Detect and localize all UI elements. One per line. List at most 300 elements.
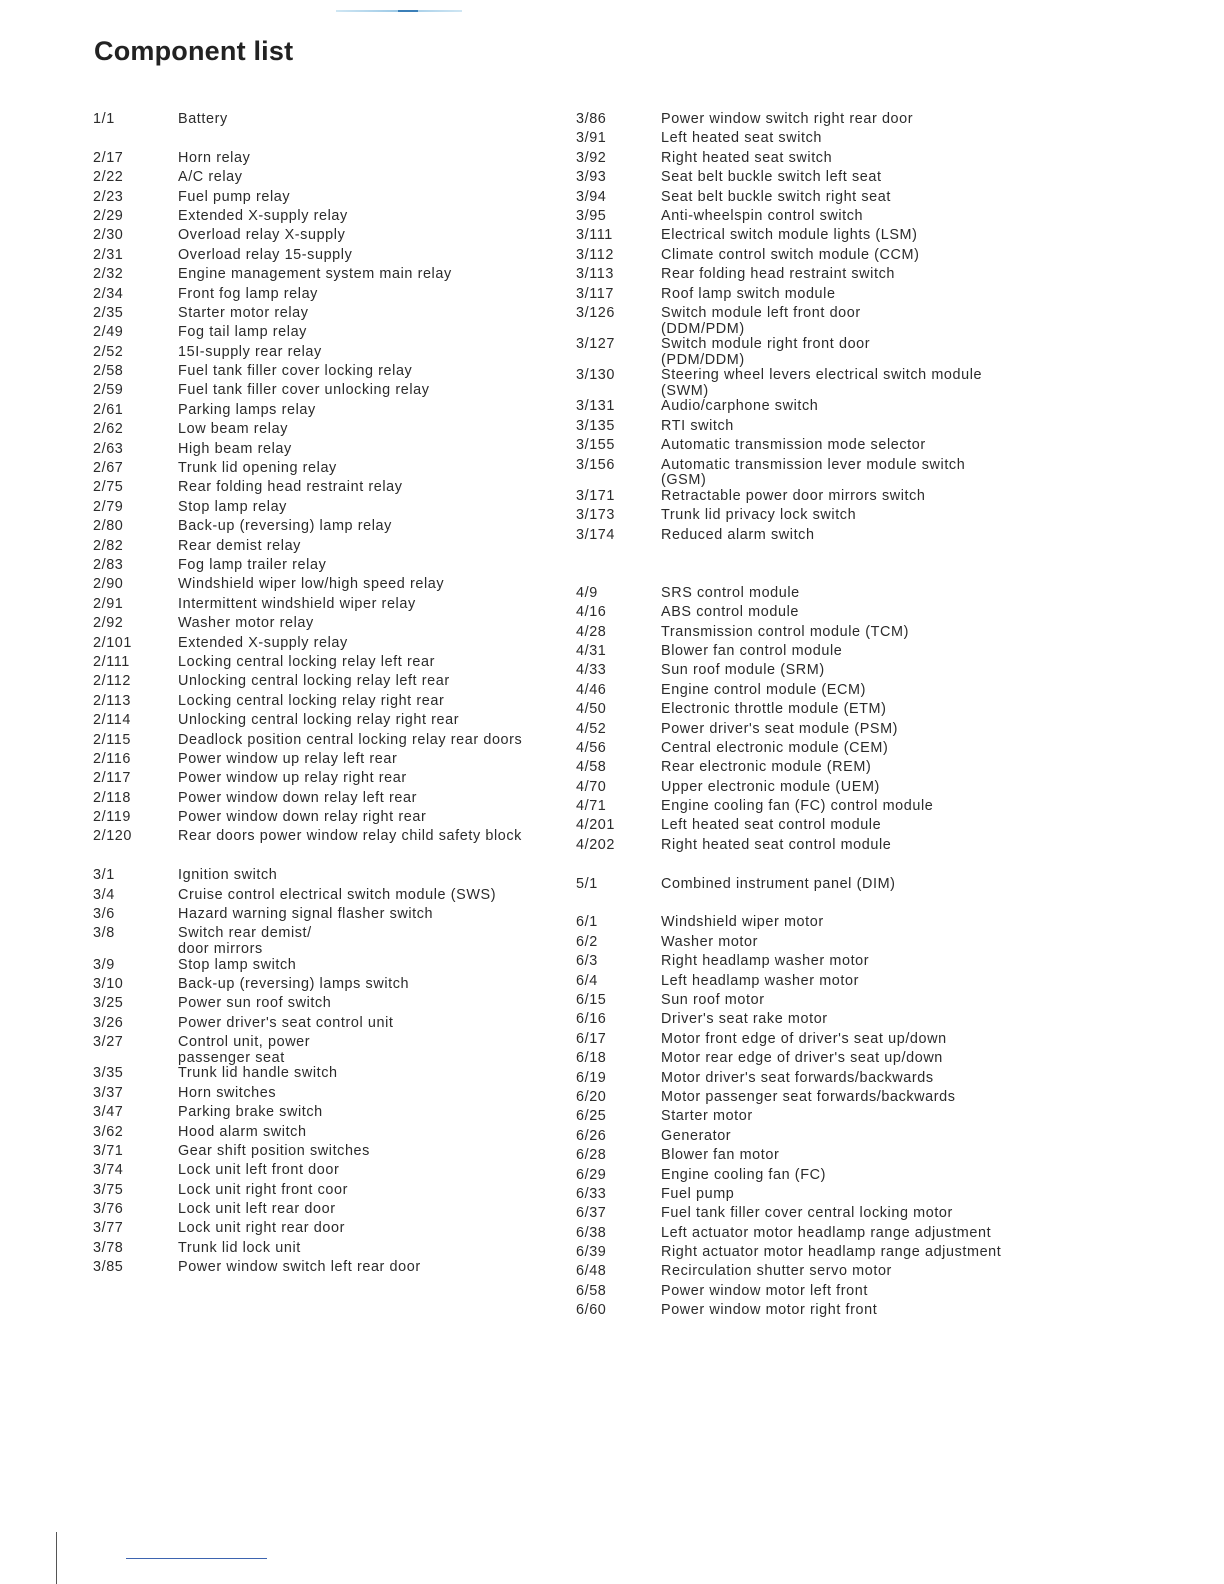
component-name [178,655,553,671]
component-name-line: Audio/carphone switch [661,398,819,415]
section-spacer [93,849,553,868]
component-row [93,810,553,829]
component-name-line: Right headlamp washer motor [661,953,870,970]
component-row [576,1071,1046,1090]
component-name [178,771,553,787]
component-name-line: A/C relay [178,169,243,186]
component-code: 3/155 [576,437,616,454]
component-name-line: Electronic throttle module (ETM) [661,701,887,718]
component-code: 2/30 [93,227,124,244]
component-row [93,442,553,461]
component-name-line: Sun roof motor [661,992,765,1008]
component-code: 2/112 [93,673,131,690]
component-name [178,977,553,993]
component-name [661,419,1046,435]
component-code: 6/20 [576,1088,607,1105]
component-code: 2/34 [93,285,124,302]
component-code: 2/91 [93,595,124,612]
component-name [661,190,1046,206]
component-name-line: 15I-supply rear relay [178,343,322,360]
component-name [178,733,553,749]
component-row [576,1148,1046,1167]
component-name-line: Lock unit left front door [178,1162,340,1179]
component-code: 2/80 [93,518,124,535]
component-row [93,1144,553,1163]
component-row [576,267,1046,286]
component-name [178,810,553,826]
component-row [93,1035,553,1066]
component-name [178,267,553,283]
component-name-line: Fuel pump [661,1185,735,1202]
component-name [178,170,553,186]
component-name [661,112,1046,128]
component-name-line: Recirculation shutter servo motor [661,1263,892,1280]
component-code: 2/116 [93,750,131,767]
component-row [576,337,1046,368]
component-code: 3/26 [93,1014,124,1031]
component-name-line: Extended X-supply relay [178,634,348,651]
component-name [178,228,553,244]
component-name-continuation: door mirrors [178,941,263,957]
component-name [661,1109,1046,1125]
component-name-line: Rear doors power window relay child safety block [178,828,522,845]
component-name-line: Back-up (reversing) lamps switch [178,975,410,992]
component-row [93,1066,553,1085]
component-name [178,442,553,458]
component-code: 3/113 [576,266,614,283]
component-row [93,287,553,306]
component-code: 3/173 [576,507,616,524]
component-row [576,399,1046,418]
component-row [93,209,553,228]
component-name [178,1221,553,1237]
component-code: 3/10 [93,975,124,992]
component-code: 2/79 [93,498,124,515]
component-name-line: ABS control module [661,604,799,621]
bottom-decoration-line [126,1558,267,1559]
component-name [178,1125,553,1141]
component-row [576,1168,1046,1187]
component-code: 6/39 [576,1244,607,1261]
component-name-line: Battery [178,111,228,127]
component-name [661,1206,1046,1222]
component-name [178,636,553,652]
component-code: 3/77 [93,1220,124,1237]
component-name-line: Lock unit right front coor [178,1181,348,1198]
component-code: 3/62 [93,1123,124,1140]
component-row [93,958,553,977]
component-row [576,151,1046,170]
component-name [661,151,1046,167]
component-name [661,458,1046,489]
component-name [178,461,553,477]
component-code: 4/56 [576,739,607,756]
component-row [576,760,1046,779]
component-row [576,877,1046,896]
component-name-line: Rear demist relay [178,537,301,554]
component-name [178,1144,553,1160]
component-name-line: Left actuator motor headlamp range adjustment [661,1224,992,1241]
component-name-line: Switch module right front door [661,336,871,353]
component-row [576,838,1046,857]
component-name-continuation: passenger seat [178,1049,285,1066]
component-row [576,780,1046,799]
component-row [93,403,553,422]
component-code: 4/71 [576,798,607,815]
component-name-line: Overload relay 15-supply [178,246,353,263]
component-name-line: Engine cooling fan (FC) control module [661,798,934,815]
component-name [661,508,1046,524]
component-name [178,752,553,768]
component-name [178,1086,553,1102]
component-name-line: Seat belt buckle switch right seat [661,188,891,205]
component-code: 6/33 [576,1185,607,1202]
component-name [661,974,1046,990]
component-name [661,702,1046,718]
component-name [178,907,553,923]
component-name-line: Right actuator motor headlamp range adjustment [661,1244,1002,1261]
component-code: 6/17 [576,1030,607,1047]
component-row [93,597,553,616]
component-name [178,500,553,516]
component-row [576,644,1046,663]
component-row [576,508,1046,527]
component-name-line: Hazard warning signal flasher switch [178,906,434,923]
component-name [178,209,553,225]
component-row [576,799,1046,818]
component-name [178,616,553,632]
component-name [178,1202,553,1218]
component-name-line: Trunk lid lock unit [178,1239,301,1256]
component-name-line: Left heated seat switch [661,130,822,147]
component-name-line: Rear folding head restraint relay [178,479,403,496]
component-row [93,461,553,480]
component-name-line: Windshield wiper motor [661,914,824,931]
component-name [178,248,553,264]
component-row [93,907,553,926]
component-row [93,1163,553,1182]
component-code: 6/28 [576,1147,607,1164]
component-code: 6/37 [576,1205,607,1222]
component-row [576,722,1046,741]
component-name [178,888,553,904]
component-code: 2/67 [93,460,124,477]
component-name [661,722,1046,738]
component-name [178,713,553,729]
component-row [576,1303,1046,1322]
component-name-line: Blower fan motor [661,1147,780,1164]
component-row [93,500,553,519]
component-row [93,674,553,693]
component-row [93,112,553,131]
section-spacer [576,896,1046,915]
component-row [93,1241,553,1260]
component-name-line: Windshield wiper low/high speed relay [178,576,445,593]
component-code: 6/1 [576,914,598,931]
component-row [93,616,553,635]
component-name [178,1035,553,1066]
component-row [576,1032,1046,1051]
component-name-line: Overload relay X-supply [178,227,346,244]
component-code: 2/63 [93,440,124,457]
component-name [178,1016,553,1032]
component-row [576,248,1046,267]
component-code: 3/4 [93,886,115,903]
component-row [576,112,1046,131]
component-code: 3/130 [576,367,616,384]
component-name-continuation: (DDM/PDM) [661,320,745,337]
component-name [661,1071,1046,1087]
component-name [661,780,1046,796]
component-row [93,519,553,538]
component-name-line: High beam relay [178,440,292,457]
component-name-line: Motor rear edge of driver's seat up/down [661,1050,943,1067]
component-name-line: Engine control module (ECM) [661,681,866,698]
component-code: 4/202 [576,836,616,853]
component-code: 2/117 [93,770,131,787]
component-name-line: Central electronic module (CEM) [661,739,889,756]
component-name [661,625,1046,641]
component-code: 4/201 [576,817,616,834]
component-row [576,605,1046,624]
component-name [661,1264,1046,1280]
component-name-line: Starter motor [661,1108,753,1125]
component-name [178,829,553,845]
component-code: 2/31 [93,246,124,263]
component-code: 2/83 [93,556,124,573]
component-name-line: Ignition switch [178,867,278,884]
component-name-line: Fog lamp trailer relay [178,556,327,573]
component-row [93,170,553,189]
component-name [178,364,553,380]
component-row [93,422,553,441]
component-code: 3/126 [576,304,616,321]
component-name [661,1226,1046,1242]
component-name-line: Left heated seat control module [661,817,882,834]
component-name-line: Power window down relay right rear [178,809,427,826]
component-name-line: Lock unit left rear door [178,1201,336,1218]
component-code: 2/113 [93,692,131,709]
component-name [661,1012,1046,1028]
component-code: 4/16 [576,604,607,621]
component-code: 3/156 [576,456,616,473]
component-row [576,818,1046,837]
component-name [661,228,1046,244]
component-name [661,586,1046,602]
component-name-line: Parking lamps relay [178,401,316,418]
component-name-line: Stop lamp switch [178,956,297,973]
component-name [178,791,553,807]
component-name-line: Automatic transmission lever module switch [661,456,966,473]
component-row [576,458,1046,489]
component-row [576,528,1046,547]
component-name-line: Generator [661,1127,732,1144]
component-name-line: Deadlock position central locking relay rear doors [178,731,523,748]
component-name-line: Unlocking central locking relay right rear [178,712,460,729]
component-code: 4/31 [576,642,607,659]
component-code: 3/111 [576,227,613,244]
component-name-line: Fuel tank filler cover locking relay [178,363,413,380]
component-code: 2/115 [93,731,131,748]
component-row [576,209,1046,228]
component-list-left-column [93,112,553,1280]
component-row [93,228,553,247]
component-name [178,694,553,710]
component-name-line: Stop lamp relay [178,498,287,515]
component-code: 4/70 [576,778,607,795]
component-name-line: Front fog lamp relay [178,285,318,302]
component-name-line: Rear folding head restraint switch [661,266,895,283]
component-name [661,209,1046,225]
left-margin-line [56,1532,57,1584]
component-name [178,151,553,167]
component-name [178,422,553,438]
component-name [661,935,1046,951]
component-name-line: Power driver's seat module (PSM) [661,720,899,737]
component-name-line: Motor driver's seat forwards/backwards [661,1069,934,1086]
component-name-line: Extended X-supply relay [178,207,348,224]
component-row [576,702,1046,721]
component-name-line: Power driver's seat control unit [178,1014,394,1031]
component-row [93,267,553,286]
component-name [661,438,1046,454]
component-code: 2/32 [93,266,124,283]
component-row [576,915,1046,934]
component-name [661,954,1046,970]
component-code: 6/18 [576,1050,607,1067]
component-code: 6/3 [576,953,598,970]
component-name [661,644,1046,660]
component-code: 3/131 [576,398,616,415]
component-code: 6/4 [576,972,598,989]
component-code: 3/171 [576,487,616,504]
component-row [93,1260,553,1279]
component-row [576,419,1046,438]
component-row [93,868,553,887]
component-name-line: Electrical switch module lights (LSM) [661,227,918,244]
component-row [576,586,1046,605]
component-name [178,480,553,496]
component-row [93,771,553,790]
component-name [661,877,1046,893]
component-code: 4/9 [576,584,598,601]
component-name-line: Starter motor relay [178,304,309,321]
component-name [178,597,553,613]
component-row [93,829,553,848]
component-name [661,267,1046,283]
component-name [661,683,1046,699]
component-name-line: Combined instrument panel (DIM) [661,875,896,892]
component-name-line: Blower fan control module [661,642,843,659]
component-name-line: Engine cooling fan (FC) [661,1166,826,1183]
component-name [661,368,1046,399]
component-code: 2/62 [93,421,124,438]
component-name-line: Power window motor left front [661,1282,868,1299]
component-name [178,958,553,974]
component-name-continuation: (SWM) [661,382,709,399]
component-name [661,1032,1046,1048]
component-code: 6/48 [576,1263,607,1280]
component-code: 3/174 [576,526,616,543]
component-name [661,799,1046,815]
component-code: 3/9 [93,956,115,973]
component-name-line: Lock unit right rear door [178,1220,345,1237]
component-row [576,1206,1046,1225]
component-code: 3/35 [93,1065,124,1082]
component-name [178,383,553,399]
component-name-line: Right heated seat switch [661,149,833,166]
component-name-line: Power window down relay left rear [178,789,417,806]
component-code: 2/82 [93,537,124,554]
component-name-line: SRS control module [661,584,800,601]
component-name-line: Upper electronic module (UEM) [661,778,880,795]
component-name [178,519,553,535]
component-row [576,1226,1046,1245]
component-row [576,287,1046,306]
component-row [93,364,553,383]
component-name [661,1284,1046,1300]
component-code: 3/95 [576,207,607,224]
component-name-line: Power window up relay left rear [178,750,398,767]
component-name [178,539,553,555]
component-name [661,663,1046,679]
component-row [93,558,553,577]
component-name-line: Unlocking central locking relay left rear [178,673,450,690]
component-name-continuation: (PDM/DDM) [661,351,745,368]
component-code: 3/94 [576,188,607,205]
component-code: 3/85 [93,1259,124,1276]
component-code: 3/71 [93,1142,124,1159]
component-name [661,1148,1046,1164]
component-name [661,1168,1046,1184]
component-row [93,539,553,558]
component-name [178,112,553,128]
component-name [661,915,1046,931]
component-row [576,306,1046,337]
component-code: 3/1 [93,867,115,884]
component-row [576,131,1046,150]
component-code: 2/22 [93,169,124,186]
component-row [576,1109,1046,1128]
component-name-line: Parking brake switch [178,1104,323,1121]
component-name [178,1163,553,1179]
component-code: 3/74 [93,1162,124,1179]
component-row [576,489,1046,508]
component-code: 3/135 [576,417,616,434]
component-name-line: Anti-wheelspin control switch [661,207,864,224]
top-decoration-dash [398,10,418,12]
component-row [93,190,553,209]
component-code: 5/1 [576,875,598,892]
component-row [576,993,1046,1012]
component-row [93,977,553,996]
component-code: 2/23 [93,188,124,205]
component-code: 6/15 [576,992,607,1008]
component-code: 6/26 [576,1127,607,1144]
component-row [93,151,553,170]
component-code: 6/58 [576,1282,607,1299]
component-row [93,325,553,344]
component-code: 4/52 [576,720,607,737]
component-row [576,368,1046,399]
component-name [661,248,1046,264]
component-name-line: Intermittent windshield wiper relay [178,595,416,612]
component-row [576,974,1046,993]
component-name-line: Driver's seat rake motor [661,1011,828,1028]
component-name [178,287,553,303]
component-row [576,438,1046,457]
component-name-line: Steering wheel levers electrical switch module [661,367,983,384]
